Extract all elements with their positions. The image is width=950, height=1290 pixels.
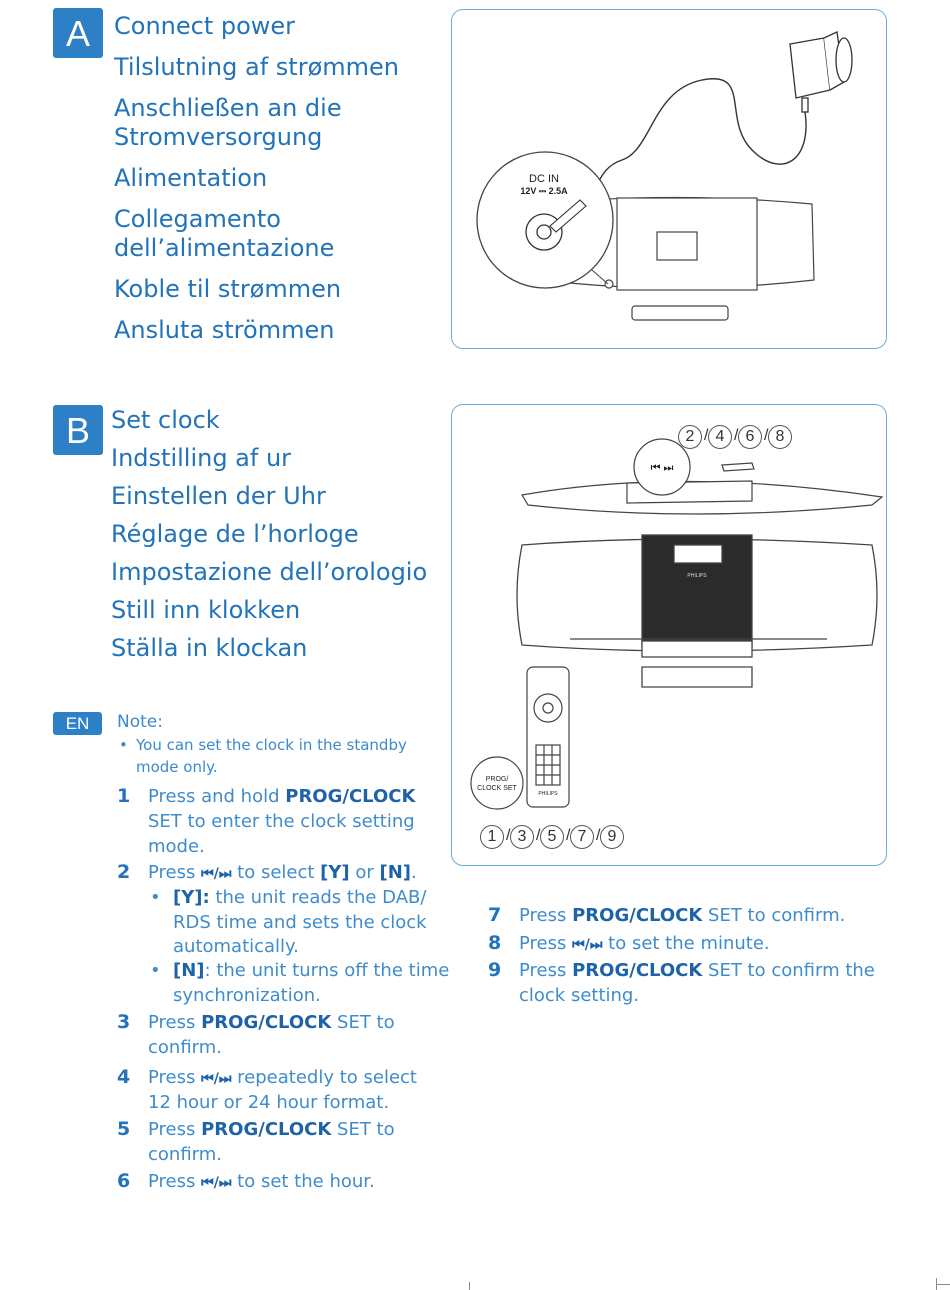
key-label: PROG/CLOCK (201, 1012, 332, 1033)
step-1 (117, 784, 437, 859)
step-text: confirm. (148, 1144, 222, 1165)
note-line-1: You can set the clock in the standby (136, 736, 407, 754)
step-text: SET to (331, 1012, 395, 1033)
clock-setting-illustration (452, 405, 886, 865)
crop-mark (936, 1278, 937, 1290)
step-text: SET to (331, 1119, 395, 1140)
power-diagram-panel (451, 9, 887, 349)
step-separator: / (596, 827, 601, 844)
remote-brand-label: PHILIPS (538, 791, 558, 797)
skip-icon: ⏮/⏭ (201, 1175, 232, 1191)
key-label: PROG/CLOCK (572, 960, 703, 981)
step-text: Press (148, 1067, 202, 1088)
step-number: 4 (117, 1066, 131, 1088)
note-bullet: • (119, 736, 128, 754)
step-7 (488, 903, 888, 928)
step-text: : the unit turns off the time (204, 960, 450, 981)
section-b-title-de: Einstellen der Uhr (111, 482, 326, 510)
section-a-title-it-2: dell’alimentazione (114, 234, 335, 262)
section-a-title-it-1: Collegamento (114, 205, 281, 233)
step-text: Press (519, 960, 573, 981)
step-text: or (349, 862, 380, 883)
step-3 (117, 1010, 437, 1060)
step-separator: / (506, 827, 511, 844)
step-text: SET to confirm the (702, 960, 875, 981)
section-b-title-sv: Ställa in klockan (111, 634, 308, 662)
step-separator: / (734, 427, 739, 444)
step-number: 7 (488, 904, 502, 926)
diagram-step-9: 9 (600, 825, 624, 849)
step-text: Press (148, 1119, 202, 1140)
diagram-step-6: 6 (738, 425, 762, 449)
option-y: [Y] (320, 862, 350, 883)
section-a-titles (114, 12, 399, 345)
step-text: synchronization. (173, 985, 321, 1006)
step-text: confirm. (148, 1037, 222, 1058)
power-adapter-icon (790, 32, 852, 112)
step-text: repeatedly to select (231, 1067, 417, 1088)
bullet-icon: • (150, 960, 161, 981)
step-2 (117, 860, 447, 885)
step-8 (488, 931, 888, 956)
prog-clock-label-1: PROG/ (485, 776, 509, 783)
section-a-title-sv: Ansluta strömmen (114, 316, 335, 344)
step-text: Press (148, 1012, 202, 1033)
diagram-step-7: 7 (570, 825, 594, 849)
option-y: [Y]: (173, 887, 210, 908)
step-text: clock setting. (519, 985, 640, 1006)
section-b-title-fr: Réglage de l’horloge (111, 520, 359, 548)
prog-clock-callout (471, 757, 523, 809)
note-label: Note: (117, 712, 163, 732)
step-text: SET to enter the clock setting (148, 811, 415, 832)
prog-clock-label-2: CLOCK SET (477, 785, 517, 792)
dc-in-label: DC IN (529, 173, 559, 185)
step-separator: / (704, 427, 709, 444)
step-number: 1 (117, 785, 131, 807)
step-text: to set the minute. (602, 933, 770, 954)
step-separator: / (764, 427, 769, 444)
section-b-title-it: Impostazione dell’orologio (111, 558, 428, 586)
diagram-step-2: 2 (678, 425, 702, 449)
skip-icon: ⏮/⏭ (201, 1071, 232, 1087)
skip-buttons-label: ⏮ ⏭ (650, 462, 674, 474)
step-text: SET to confirm. (702, 905, 846, 926)
section-a-title-no: Koble til strømmen (114, 275, 342, 303)
step-separator: / (536, 827, 541, 844)
step-text: Press and hold (148, 786, 286, 807)
option-n: [N] (379, 862, 412, 883)
front-brand-label: PHILIPS (687, 573, 707, 579)
unit-top-view (522, 463, 882, 514)
step-text: RDS time and sets the clock (173, 912, 427, 933)
step-text: 12 hour or 24 hour format. (148, 1092, 390, 1113)
step-text: Press (148, 1171, 202, 1192)
step-text: mode. (148, 836, 205, 857)
step-number: 2 (117, 861, 131, 883)
section-b-title-no: Still inn klokken (111, 596, 301, 624)
step-5 (117, 1117, 437, 1167)
step-number: 6 (117, 1170, 131, 1192)
section-a-title-da: Tilslutning af strømmen (114, 53, 399, 81)
step-6 (117, 1169, 437, 1194)
step-text: to select (231, 862, 321, 883)
step-number: 5 (117, 1118, 131, 1140)
step-number: 8 (488, 932, 502, 954)
step-text: to set the hour. (231, 1171, 375, 1192)
option-n: [N] (173, 960, 205, 981)
diagram-step-5: 5 (540, 825, 564, 849)
crop-mark (936, 1284, 950, 1285)
step-text: Press (148, 862, 202, 883)
step-4 (117, 1065, 437, 1115)
step-separator: / (566, 827, 571, 844)
crop-mark (469, 1282, 470, 1290)
power-connection-illustration (452, 10, 886, 348)
section-a-badge: A (53, 8, 103, 58)
step-text: automatically. (173, 936, 299, 957)
step-text: . (411, 862, 417, 883)
key-label: PROG/CLOCK (201, 1119, 332, 1140)
key-label: PROG/CLOCK (572, 905, 703, 926)
step-number: 9 (488, 959, 502, 981)
section-a-title-de-1: Anschließen an die (114, 94, 342, 122)
dc-rating-label: 12V ⎓ 2.5A (520, 186, 568, 196)
language-badge: EN (53, 712, 102, 735)
remote-control (527, 667, 569, 807)
section-b-badge: B (53, 405, 103, 455)
step-text: Press (519, 933, 573, 954)
skip-icon: ⏮/⏭ (201, 866, 232, 882)
section-b-titles (111, 406, 427, 663)
section-a-title-de-2: Stromversorgung (114, 123, 323, 151)
bullet-icon: • (150, 887, 161, 908)
key-label: PROG/CLOCK (285, 786, 416, 807)
note-line-2: mode only. (136, 758, 218, 776)
diagram-step-4: 4 (708, 425, 732, 449)
step-2-option-y (173, 885, 426, 910)
section-a-title-fr: Alimentation (114, 164, 268, 192)
diagram-step-1: 1 (480, 825, 504, 849)
step-number: 3 (117, 1011, 131, 1033)
diagram-step-3: 3 (510, 825, 534, 849)
unit-front-view (517, 535, 877, 687)
section-b-title-en: Set clock (111, 406, 220, 434)
clock-diagram-panel (451, 404, 887, 866)
step-9 (488, 958, 888, 1008)
diagram-step-8: 8 (768, 425, 792, 449)
step-text: Press (519, 905, 573, 926)
skip-icon: ⏮/⏭ (572, 937, 603, 953)
step-2-option-n (173, 958, 449, 983)
section-a-title-en: Connect power (114, 12, 296, 40)
section-b-title-da: Indstilling af ur (111, 444, 292, 472)
step-text: the unit reads the DAB/ (209, 887, 427, 908)
